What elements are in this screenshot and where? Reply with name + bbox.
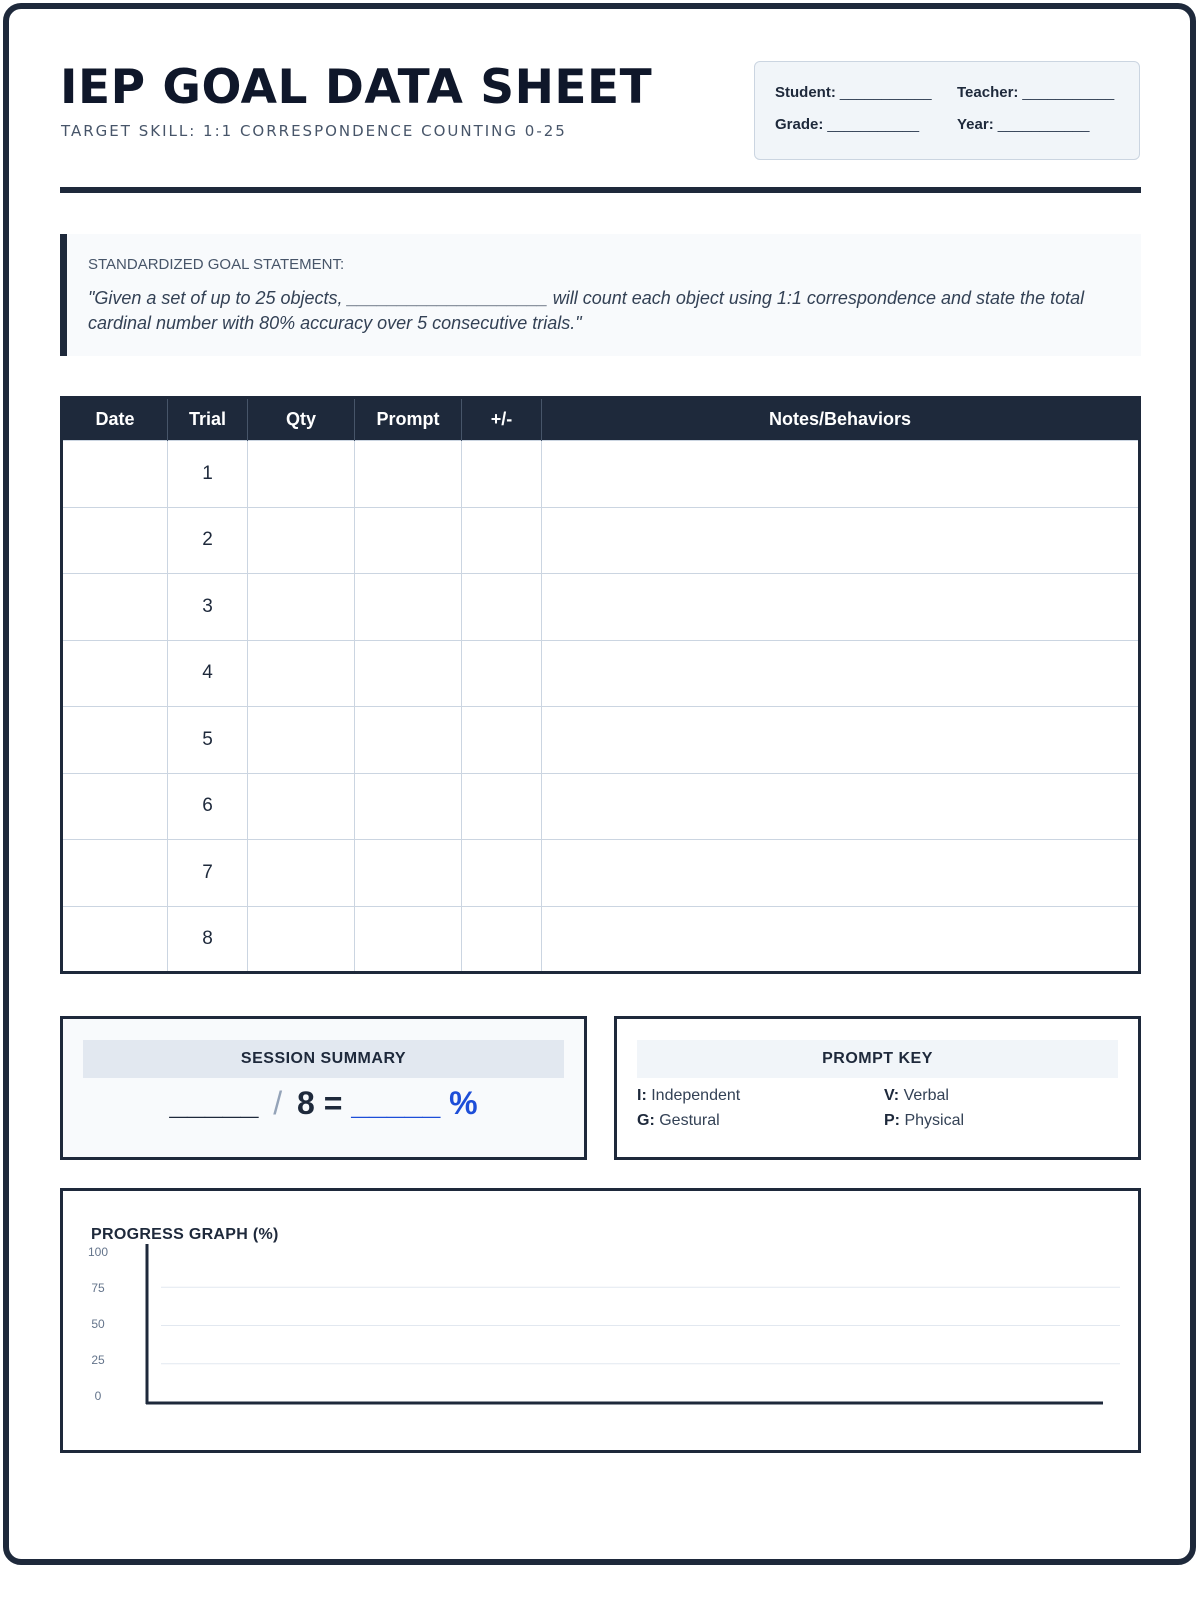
column-header: Trial <box>168 398 248 441</box>
notes-cell[interactable] <box>542 507 1140 574</box>
teacher-blank: ___________ <box>1022 84 1115 101</box>
score-cell[interactable] <box>462 640 542 707</box>
formula-slash: / <box>273 1085 283 1121</box>
prompt-label: Verbal <box>903 1087 949 1104</box>
table-row <box>62 906 1140 973</box>
score-cell[interactable] <box>462 441 542 508</box>
student-blank: ___________ <box>839 84 932 101</box>
percent-sign: % <box>449 1085 478 1121</box>
trial-number: 7 <box>168 840 248 907</box>
trial-number: 5 <box>168 707 248 774</box>
prompt-cell[interactable] <box>355 906 462 973</box>
prompt-code: G: <box>637 1112 655 1129</box>
accuracy-formula <box>63 1085 584 1122</box>
column-header: Date <box>62 398 168 441</box>
trial-number: 8 <box>168 906 248 973</box>
table-row <box>62 707 1140 774</box>
trial-number: 4 <box>168 640 248 707</box>
session-summary-box <box>60 1016 587 1160</box>
score-cell[interactable] <box>462 906 542 973</box>
notes-cell[interactable] <box>542 441 1140 508</box>
column-header: Prompt <box>355 398 462 441</box>
column-header: Qty <box>248 398 355 441</box>
goal-statement-text: "Given a set of up to 25 objects, ____________________ will count each object using 1:1 correspondence and state the total cardinal number with 80% accuracy over 5 consecutive trials." <box>88 288 1085 333</box>
prompt-key-item <box>637 1112 720 1130</box>
student-label: Student: <box>775 84 836 101</box>
goal-statement-box <box>60 234 1141 356</box>
prompt-code: V: <box>884 1087 900 1104</box>
date-cell[interactable] <box>62 840 168 907</box>
graph-title: PROGRESS GRAPH (%) <box>91 1226 279 1243</box>
date-cell[interactable] <box>62 640 168 707</box>
year-blank: ___________ <box>997 116 1090 133</box>
prompt-code: I: <box>637 1087 647 1104</box>
trial-number: 3 <box>168 574 248 641</box>
trial-number: 1 <box>168 441 248 508</box>
y-tick-label: 0 <box>94 1389 102 1403</box>
prompt-cell[interactable] <box>355 640 462 707</box>
notes-cell[interactable] <box>542 840 1140 907</box>
teacher-label: Teacher: <box>957 84 1019 101</box>
qty-cell[interactable] <box>248 507 355 574</box>
prompt-code: P: <box>884 1112 900 1129</box>
year-field[interactable] <box>957 116 1089 133</box>
qty-cell[interactable] <box>248 574 355 641</box>
prompt-key-item <box>884 1087 949 1105</box>
date-cell[interactable] <box>62 707 168 774</box>
date-cell[interactable] <box>62 507 168 574</box>
trial-data-table <box>60 396 1141 974</box>
page-title: IEP GOAL DATA SHEET <box>60 60 653 115</box>
notes-cell[interactable] <box>542 640 1140 707</box>
teacher-field[interactable] <box>957 84 1114 101</box>
prompt-label: Gestural <box>659 1112 720 1129</box>
column-header: +/- <box>462 398 542 441</box>
table-row <box>62 574 1140 641</box>
table-row <box>62 507 1140 574</box>
score-cell[interactable] <box>462 840 542 907</box>
goal-statement-label: STANDARDIZED GOAL STATEMENT: <box>88 256 345 273</box>
table-header-row <box>62 398 1140 441</box>
qty-cell[interactable] <box>248 840 355 907</box>
qty-cell[interactable] <box>248 773 355 840</box>
qty-cell[interactable] <box>248 640 355 707</box>
header-divider <box>60 187 1141 193</box>
year-label: Year: <box>957 116 994 133</box>
qty-cell[interactable] <box>248 441 355 508</box>
date-cell[interactable] <box>62 906 168 973</box>
qty-cell[interactable] <box>248 707 355 774</box>
prompt-cell[interactable] <box>355 441 462 508</box>
correct-count-blank[interactable]: _____ <box>169 1085 259 1121</box>
target-skill: TARGET SKILL: 1:1 CORRESPONDENCE COUNTING 0-25 <box>61 122 567 140</box>
qty-cell[interactable] <box>248 906 355 973</box>
grade-blank: ___________ <box>827 116 920 133</box>
student-field[interactable] <box>775 84 932 101</box>
date-cell[interactable] <box>62 441 168 508</box>
prompt-cell[interactable] <box>355 507 462 574</box>
y-tick-label: 75 <box>91 1281 105 1295</box>
prompt-label: Independent <box>651 1087 741 1104</box>
score-cell[interactable] <box>462 773 542 840</box>
table-row <box>62 441 1140 508</box>
table-row <box>62 840 1140 907</box>
prompt-key-title: PROMPT KEY <box>637 1040 1118 1078</box>
prompt-key-box <box>614 1016 1141 1160</box>
total-trials: 8 <box>297 1085 315 1121</box>
trial-number: 6 <box>168 773 248 840</box>
grade-field[interactable] <box>775 116 919 133</box>
notes-cell[interactable] <box>542 773 1140 840</box>
date-cell[interactable] <box>62 773 168 840</box>
y-tick-label: 25 <box>91 1353 105 1367</box>
y-tick-label: 50 <box>91 1317 105 1331</box>
score-cell[interactable] <box>462 574 542 641</box>
session-summary-title: SESSION SUMMARY <box>83 1040 564 1078</box>
score-cell[interactable] <box>462 707 542 774</box>
column-header: Notes/Behaviors <box>542 398 1140 441</box>
graph-plot <box>63 1191 1138 1450</box>
percent-blank[interactable]: _____ <box>351 1085 441 1121</box>
notes-cell[interactable] <box>542 906 1140 973</box>
notes-cell[interactable] <box>542 707 1140 774</box>
grade-label: Grade: <box>775 116 824 133</box>
notes-cell[interactable] <box>542 574 1140 641</box>
score-cell[interactable] <box>462 507 542 574</box>
prompt-cell[interactable] <box>355 840 462 907</box>
table-row <box>62 640 1140 707</box>
prompt-label: Physical <box>904 1112 965 1129</box>
date-cell[interactable] <box>62 574 168 641</box>
prompt-cell[interactable] <box>355 574 462 641</box>
table-row <box>62 773 1140 840</box>
prompt-key-item <box>884 1112 964 1130</box>
prompt-cell[interactable] <box>355 707 462 774</box>
trial-number: 2 <box>168 507 248 574</box>
student-info-box <box>754 61 1140 160</box>
prompt-key-item <box>637 1087 740 1105</box>
progress-graph <box>60 1188 1141 1453</box>
prompt-cell[interactable] <box>355 773 462 840</box>
formula-equals: = <box>323 1085 343 1121</box>
y-tick-label: 100 <box>87 1245 109 1259</box>
